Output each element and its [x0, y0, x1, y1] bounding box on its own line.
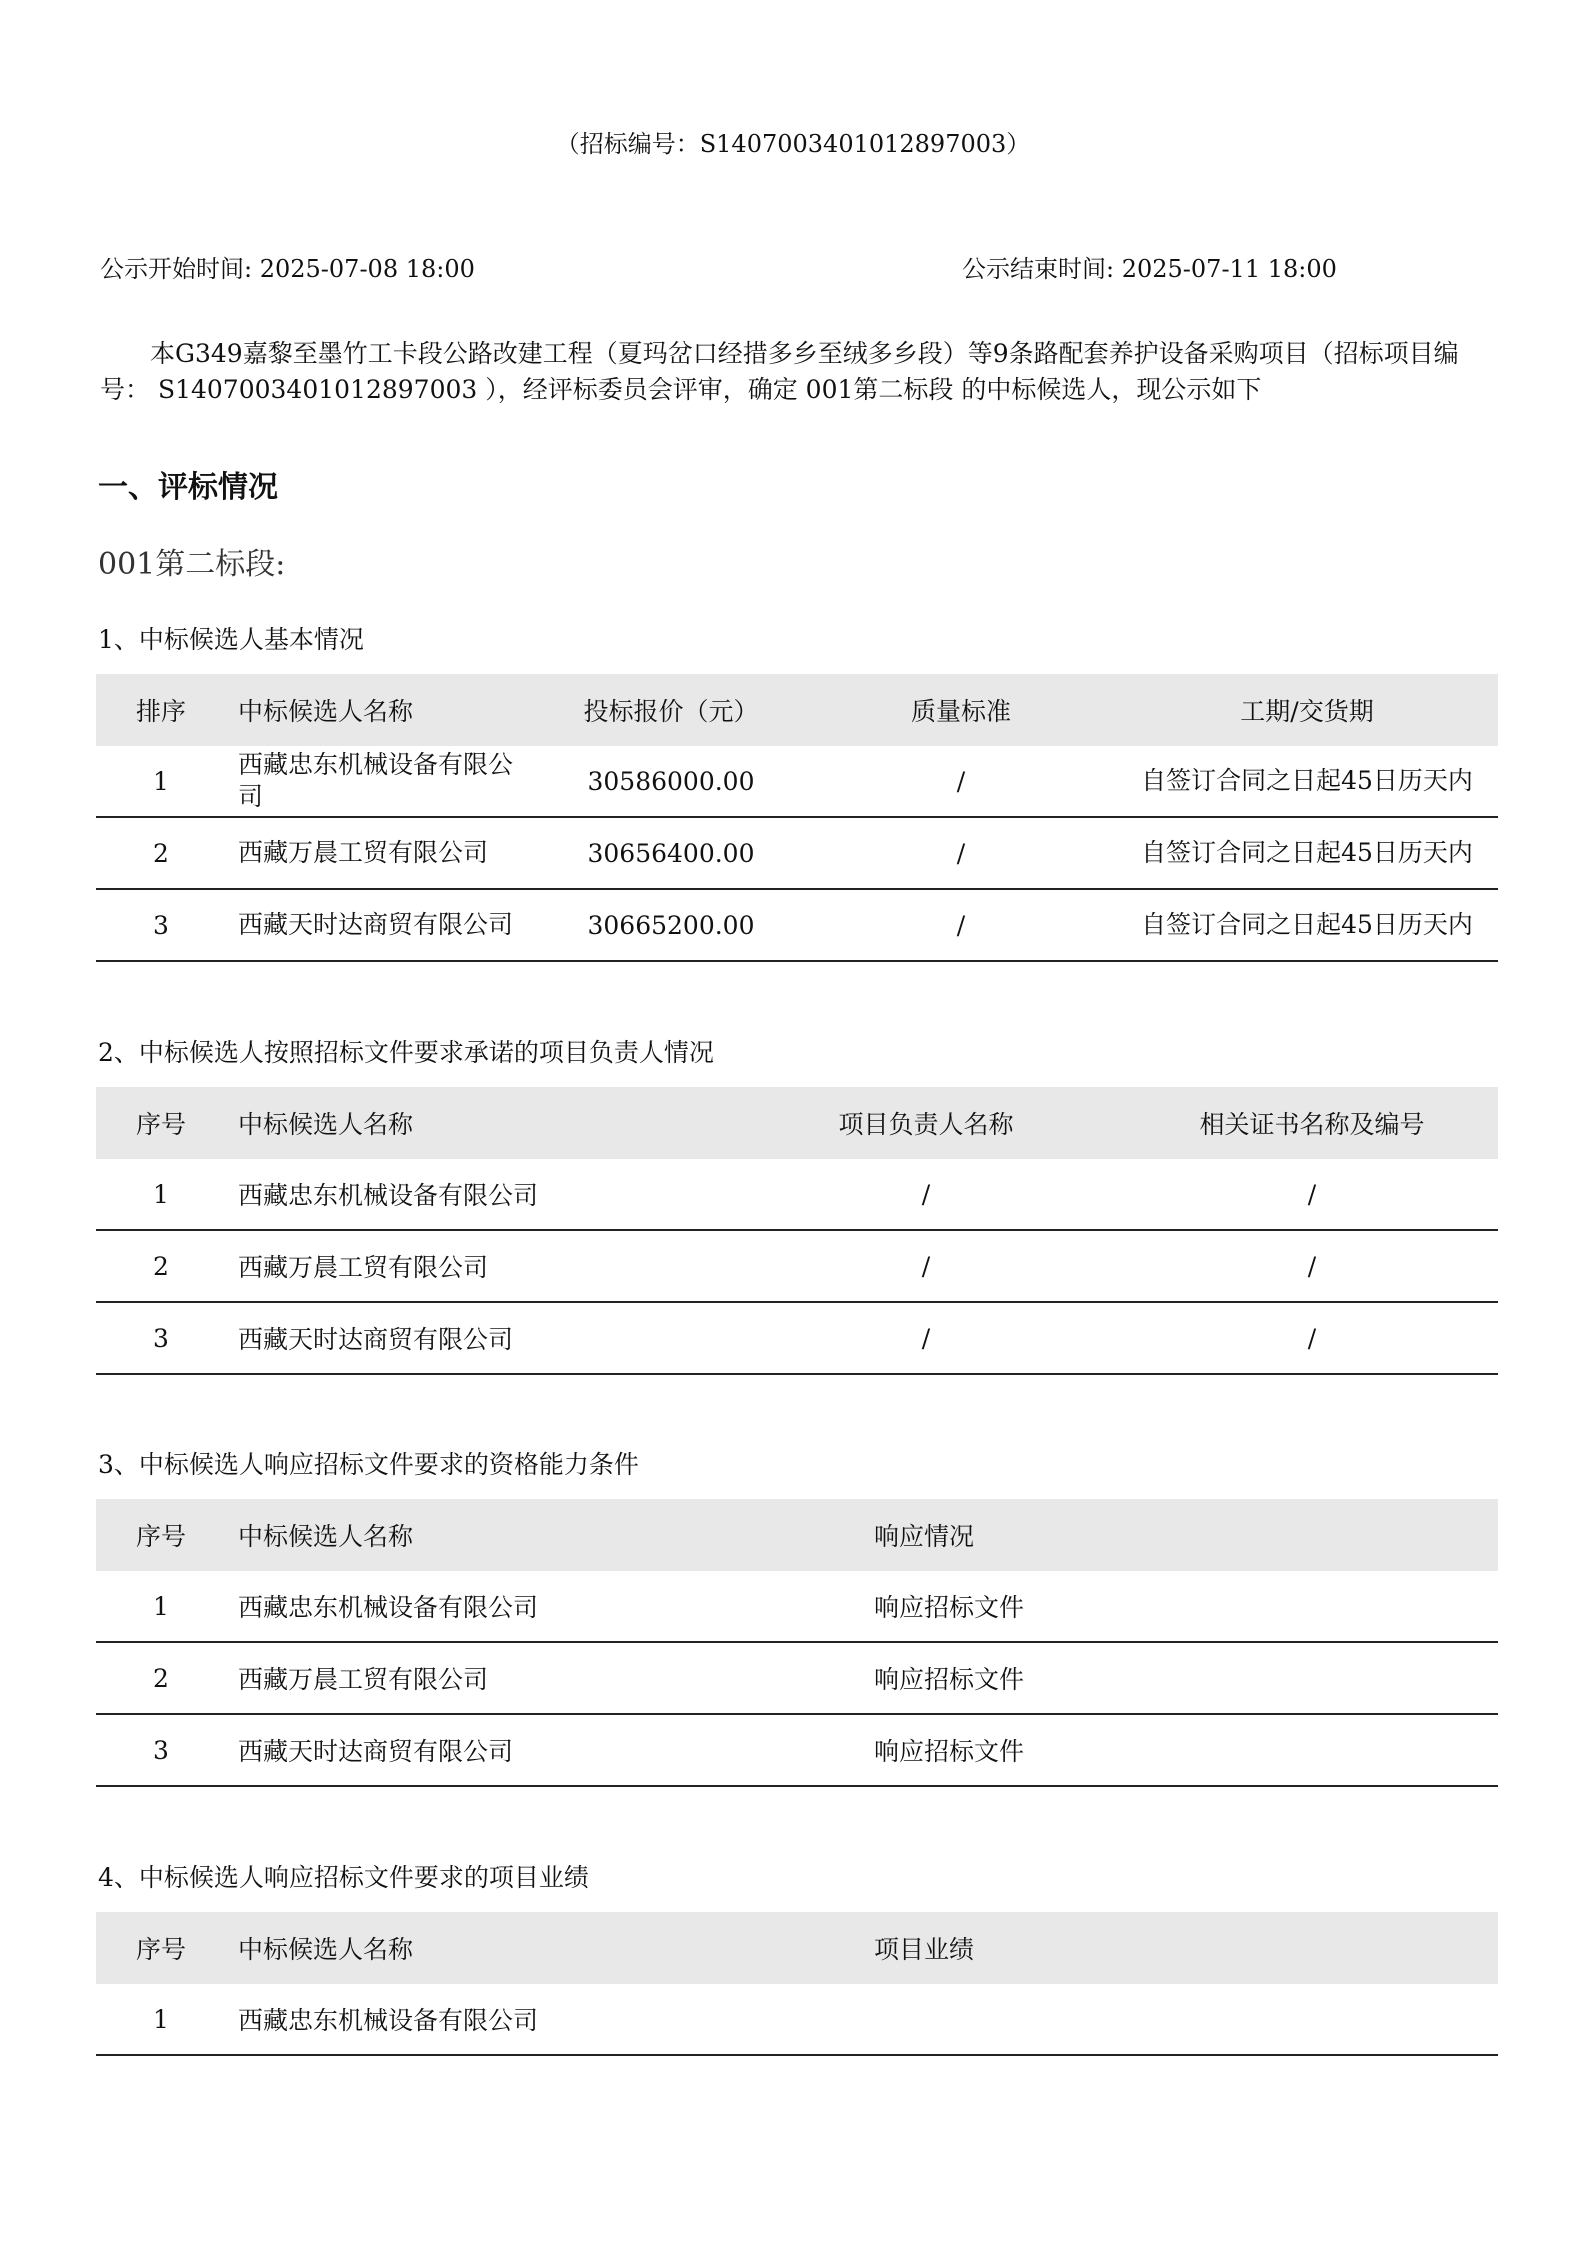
header-seq: 序号 — [96, 1499, 226, 1571]
cell-seq: 3 — [96, 1714, 226, 1786]
cell-seq: 2 — [96, 1230, 226, 1302]
header-delivery-period: 工期/交货期 — [1116, 674, 1498, 746]
table3-title: 3、中标候选人响应招标文件要求的资格能力条件 — [98, 1450, 639, 1479]
cell-certificate: / — [1126, 1230, 1498, 1302]
cell-delivery-period: 自签订合同之日起45日历天内 — [1116, 889, 1498, 961]
qualification-table — [96, 1499, 1498, 1787]
publicity-end-time: 公示结束时间: 2025-07-11 18:00 — [962, 255, 1337, 283]
cell-candidate-name: 西藏忠东机械设备有限公司 — [226, 1571, 862, 1642]
header-candidate-name: 中标候选人名称 — [226, 1912, 862, 1984]
cell-response: 响应招标文件 — [862, 1714, 1498, 1786]
cell-quality-standard: / — [806, 889, 1116, 961]
cell-manager-name: / — [726, 1230, 1126, 1302]
header-candidate-name: 中标候选人名称 — [226, 1499, 862, 1571]
table-row — [96, 1571, 1498, 1642]
table-row — [96, 889, 1498, 961]
cell-seq: 1 — [96, 1984, 226, 2055]
cell-rank: 1 — [96, 746, 226, 817]
cell-candidate-name: 西藏万晨工贸有限公司 — [226, 817, 536, 889]
table-row — [96, 1159, 1498, 1230]
project-manager-table — [96, 1087, 1498, 1375]
table-header-row — [96, 1912, 1498, 1984]
cell-candidate-name: 西藏忠东机械设备有限公司 — [226, 1984, 862, 2055]
cell-seq: 1 — [96, 1159, 226, 1230]
table-header-row — [96, 1499, 1498, 1571]
header-seq: 序号 — [96, 1087, 226, 1159]
cell-seq: 2 — [96, 1642, 226, 1714]
table-header-row — [96, 1087, 1498, 1159]
header-response: 响应情况 — [862, 1499, 1498, 1571]
cell-bid-price: 30656400.00 — [536, 817, 806, 889]
table-row — [96, 817, 1498, 889]
cell-bid-price: 30665200.00 — [536, 889, 806, 961]
cell-seq: 1 — [96, 1571, 226, 1642]
cell-certificate: / — [1126, 1302, 1498, 1374]
cell-candidate-name: 西藏忠东机械设备有限公司 — [226, 1159, 726, 1230]
table-row — [96, 1302, 1498, 1374]
header-candidate-name: 中标候选人名称 — [226, 1087, 726, 1159]
cell-response: 响应招标文件 — [862, 1642, 1498, 1714]
section-title-evaluation: 一、评标情况 — [98, 470, 278, 505]
cell-manager-name: / — [726, 1159, 1126, 1230]
header-manager-name: 项目负责人名称 — [726, 1087, 1126, 1159]
cell-quality-standard: / — [806, 817, 1116, 889]
table-row — [96, 1714, 1498, 1786]
cell-candidate-name: 西藏忠东机械设备有限公司 — [226, 746, 536, 817]
performance-table — [96, 1912, 1498, 2056]
cell-performance — [862, 1984, 1498, 2055]
cell-delivery-period: 自签订合同之日起45日历天内 — [1116, 817, 1498, 889]
cell-certificate: / — [1126, 1159, 1498, 1230]
header-seq: 序号 — [96, 1912, 226, 1984]
cell-rank: 2 — [96, 817, 226, 889]
table-row — [96, 746, 1498, 817]
cell-candidate-name: 西藏天时达商贸有限公司 — [226, 1714, 862, 1786]
cell-seq: 3 — [96, 1302, 226, 1374]
lot-label: 001第二标段: — [98, 547, 286, 582]
table-row — [96, 1984, 1498, 2055]
header-rank: 排序 — [96, 674, 226, 746]
table-header-row — [96, 674, 1498, 746]
cell-candidate-name: 西藏万晨工贸有限公司 — [226, 1642, 862, 1714]
cell-candidate-name: 西藏万晨工贸有限公司 — [226, 1230, 726, 1302]
table1-title: 1、中标候选人基本情况 — [98, 625, 364, 654]
cell-response: 响应招标文件 — [862, 1571, 1498, 1642]
cell-candidate-name: 西藏天时达商贸有限公司 — [226, 1302, 726, 1374]
cell-quality-standard: / — [806, 746, 1116, 817]
table4-title: 4、中标候选人响应招标文件要求的项目业绩 — [98, 1863, 589, 1892]
table-row — [96, 1230, 1498, 1302]
intro-paragraph: 本G349嘉黎至墨竹工卡段公路改建工程（夏玛岔口经措多乡至绒多乡段）等9条路配套养护设备采购项目（招标项目编号： S1407003401012897003 ），经评标委员会评审，确定 001第二标段 的中标候选人，现公示如下 — [100, 339, 1459, 404]
header-bid-price: 投标报价（元） — [536, 674, 806, 746]
tender-number: （招标编号：S1407003401012897003） — [555, 130, 1031, 158]
header-quality-standard: 质量标准 — [806, 674, 1116, 746]
header-performance: 项目业绩 — [862, 1912, 1498, 1984]
cell-rank: 3 — [96, 889, 226, 961]
publicity-start-time: 公示开始时间: 2025-07-08 18:00 — [100, 255, 475, 283]
cell-candidate-name: 西藏天时达商贸有限公司 — [226, 889, 536, 961]
cell-bid-price: 30586000.00 — [536, 746, 806, 817]
table2-title: 2、中标候选人按照招标文件要求承诺的项目负责人情况 — [98, 1038, 714, 1067]
candidate-basic-table — [96, 674, 1498, 962]
cell-manager-name: / — [726, 1302, 1126, 1374]
header-certificate: 相关证书名称及编号 — [1126, 1087, 1498, 1159]
header-candidate-name: 中标候选人名称 — [226, 674, 536, 746]
table-row — [96, 1642, 1498, 1714]
cell-delivery-period: 自签订合同之日起45日历天内 — [1116, 746, 1498, 817]
